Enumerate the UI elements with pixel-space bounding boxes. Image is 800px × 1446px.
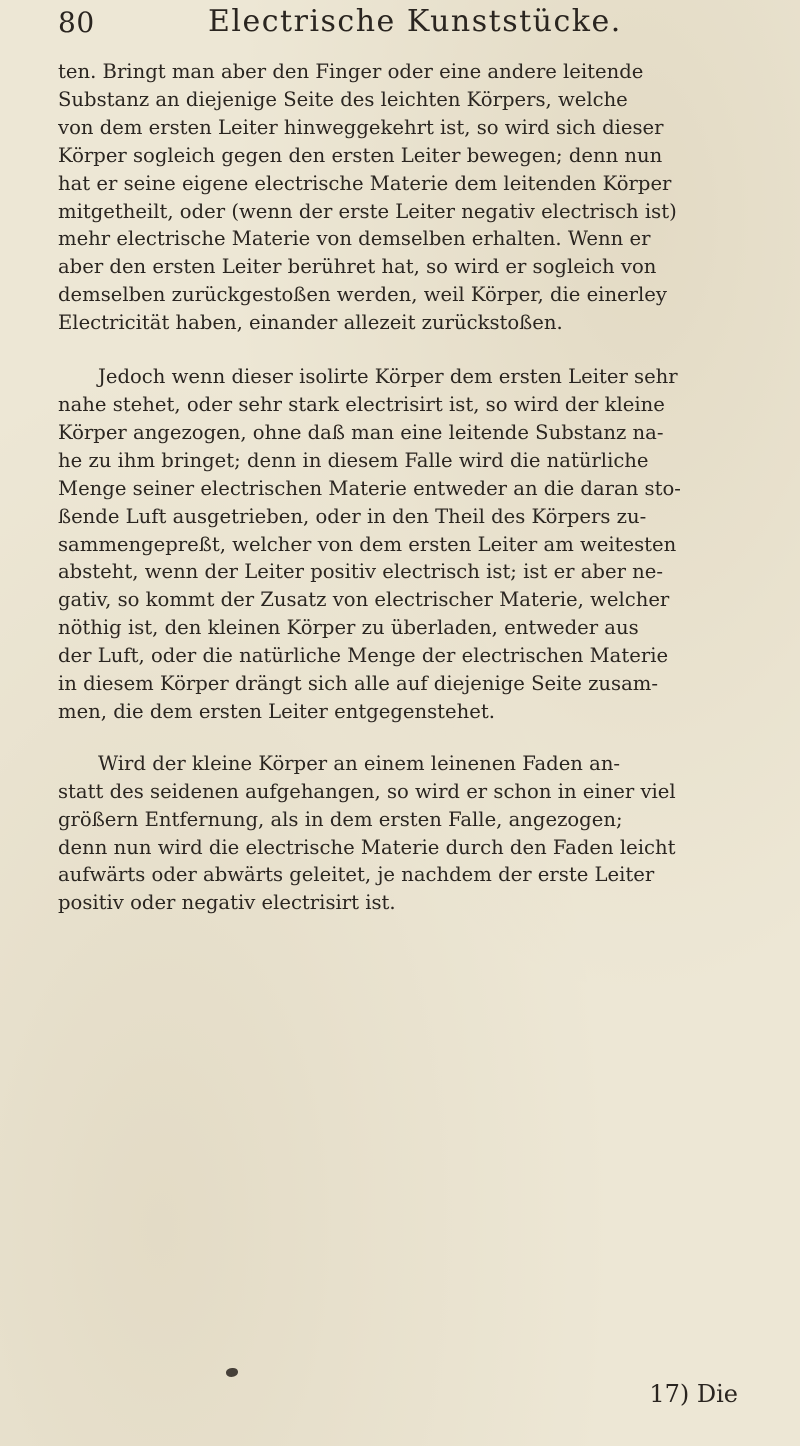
text-line: hat er seine eigene electrische Materie dem leitenden Körper	[58, 171, 672, 195]
text-line: gativ, so kommt der Zusatz von electrischer Materie, welcher	[58, 588, 670, 612]
page-number: 80	[58, 6, 95, 39]
paragraph-gap	[58, 726, 744, 750]
text-line: ßende Luft ausgetrieben, oder in den Theil des Körpers zu-	[58, 504, 647, 528]
text-line: sammengepreßt, welcher von dem ersten Leiter am weitesten	[58, 532, 677, 556]
text-line: Körper sogleich gegen den ersten Leiter bewegen; denn nun	[58, 143, 663, 167]
text-line: von dem ersten Leiter hinweggekehrt ist, so wird sich dieser	[58, 115, 664, 139]
body-text	[58, 58, 744, 917]
text-line: denn nun wird die electrische Materie durch den Faden leicht	[58, 835, 676, 859]
text-line: mitgetheilt, oder (wenn der erste Leiter negativ electrisch ist)	[58, 199, 677, 223]
paragraph-2	[58, 363, 744, 726]
text-line: Körper angezogen, ohne daß man eine leitende Substanz na-	[58, 420, 664, 444]
text-line: Jedoch wenn dieser isolirte Körper dem ersten Leiter sehr	[98, 365, 678, 389]
text-line: Substanz an diejenige Seite des leichten Körpers, welche	[58, 87, 628, 111]
text-line: in diesem Körper drängt sich alle auf diejenige Seite zusam-	[58, 672, 658, 696]
text-line: nahe stehet, oder sehr stark electrisirt ist, so wird der kleine	[58, 392, 665, 416]
text-line: ten. Bringt man aber den Finger oder eine andere leitende	[58, 60, 644, 83]
catchword: 17) Die	[649, 1380, 738, 1408]
paragraph-1	[58, 58, 744, 337]
text-line: demselben zurückgestoßen werden, weil Körper, die einerley	[58, 283, 667, 307]
running-title: Electrische Kunststücke.	[208, 4, 622, 39]
text-line: aber den ersten Leiter berühret hat, so wird er sogleich von	[58, 255, 657, 279]
text-line: mehr electrische Materie von demselben erhalten. Wenn er	[58, 227, 651, 251]
text-line: Menge seiner electrischen Materie entweder an die daran sto-	[58, 476, 681, 500]
text-line: positiv oder negativ electrisirt ist.	[58, 891, 396, 915]
ink-blot	[226, 1368, 238, 1377]
text-line: statt des seidenen aufgehangen, so wird er schon in einer viel	[58, 779, 676, 803]
text-line: größern Entfernung, als in dem ersten Falle, angezogen;	[58, 807, 623, 831]
paragraph-3	[58, 750, 744, 917]
text-line: aufwärts oder abwärts geleitet, je nachdem der erste Leiter	[58, 863, 655, 887]
text-line: Electricität haben, einander allezeit zurückstoßen.	[58, 311, 563, 335]
page-header	[58, 0, 744, 60]
paragraph-gap	[58, 337, 744, 363]
text-line: he zu ihm bringet; denn in diesem Falle wird die natürliche	[58, 448, 649, 472]
text-line: nöthig ist, den kleinen Körper zu überladen, entweder aus	[58, 616, 639, 640]
text-line: absteht, wenn der Leiter positiv electrisch ist; ist er aber ne-	[58, 560, 664, 584]
text-line: der Luft, oder die natürliche Menge der electrischen Materie	[58, 644, 669, 668]
text-line: men, die dem ersten Leiter entgegenstehet.	[58, 699, 495, 723]
text-line: Wird der kleine Körper an einem leinenen Faden an-	[98, 751, 621, 775]
